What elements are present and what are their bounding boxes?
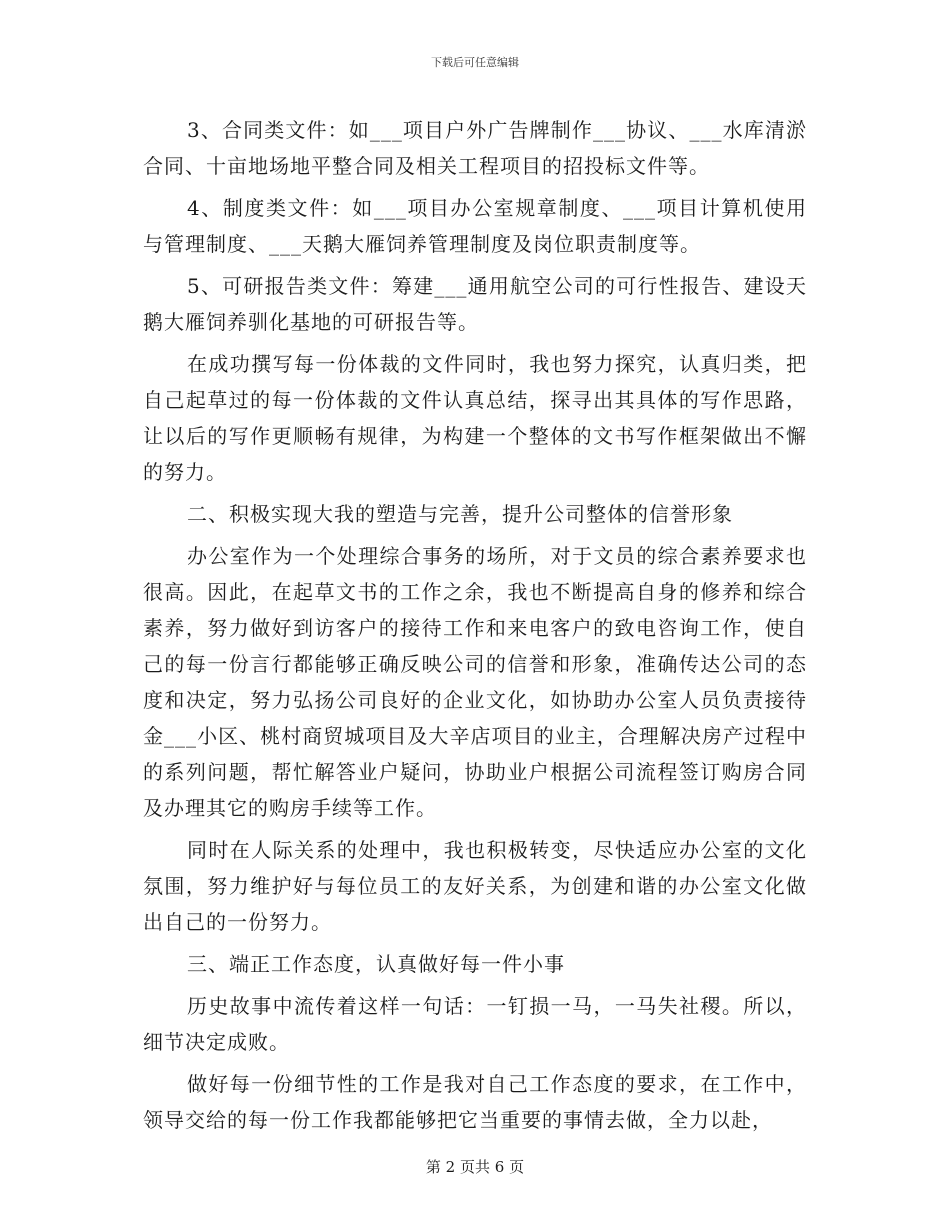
section-heading-three: 三、端正工作态度，认真做好每一件小事 xyxy=(187,952,565,976)
paragraph-policy-files: 4、制度类文件：如___项目办公室规章制度、___项目计算机使用与管理制度、___天鹅大雁饲养管理制度及岗位职责制度等。 xyxy=(143,196,807,256)
paragraph-relationships: 同时在人际关系的处理中，我也积极转变，尽快适应办公室的文化氛围，努力维护好与每位员工的友好关系，为创建和谐的办公室文化做出自己的一份努力。 xyxy=(143,838,807,934)
paragraph-office-duties: 办公室作为一个处理综合事务的场所，对于文员的综合素养要求也很高。因此，在起草文书的工作之余，我也不断提高自身的修养和综合素养，努力做好到访客户的接待工作和来电客户的致电咨询工作，使自己的每一份言行都能够正确反映公司的信誉和形象，准确传达公司的态度和决定，努力弘扬公司良好的企业文化，如协助办公室人员负责接待金___小区、桃村商贸城项目及大辛店项目的业主，合理解决房产过程中的系列问题，帮忙解答业户疑问，协助业户根据公司流程签订购房合同及办理其它的购房手续等工作。 xyxy=(143,544,807,820)
page-header: 下载后可任意编辑 xyxy=(431,56,519,69)
paragraph-work-attitude: 做好每一份细节性的工作是我对自己工作态度的要求，在工作中，领导交给的每一份工作我都能够把它当重要的事情去做，全力以赴， xyxy=(143,1072,807,1132)
section-heading-two: 二、积极实现大我的塑造与完善，提升公司整体的信誉形象 xyxy=(187,502,733,526)
paragraph-feasibility-reports: 5、可研报告类文件：筹建___通用航空公司的可行性报告、建设天鹅大雁饲养驯化基地的可研报告等。 xyxy=(143,274,807,334)
paragraph-contract-files: 3、合同类文件：如___项目户外广告牌制作___协议、___水库清淤合同、十亩地场地平整合同及相关工程项目的招投标文件等。 xyxy=(143,118,807,178)
document-body xyxy=(143,112,807,1144)
paragraph-writing-summary: 在成功撰写每一份体裁的文件同时，我也努力探究，认真归类，把自己起草过的每一份体裁的文件认真总结，探寻出其具体的写作思路，让以后的写作更顺畅有规律，为构建一个整体的文书写作框架做出不懈的努力。 xyxy=(143,352,807,484)
page-footer: 第 2 页共 6 页 xyxy=(425,1158,525,1176)
paragraph-historical-saying: 历史故事中流传着这样一句话：一钉损一马，一马失社稷。所以，细节决定成败。 xyxy=(143,994,807,1054)
